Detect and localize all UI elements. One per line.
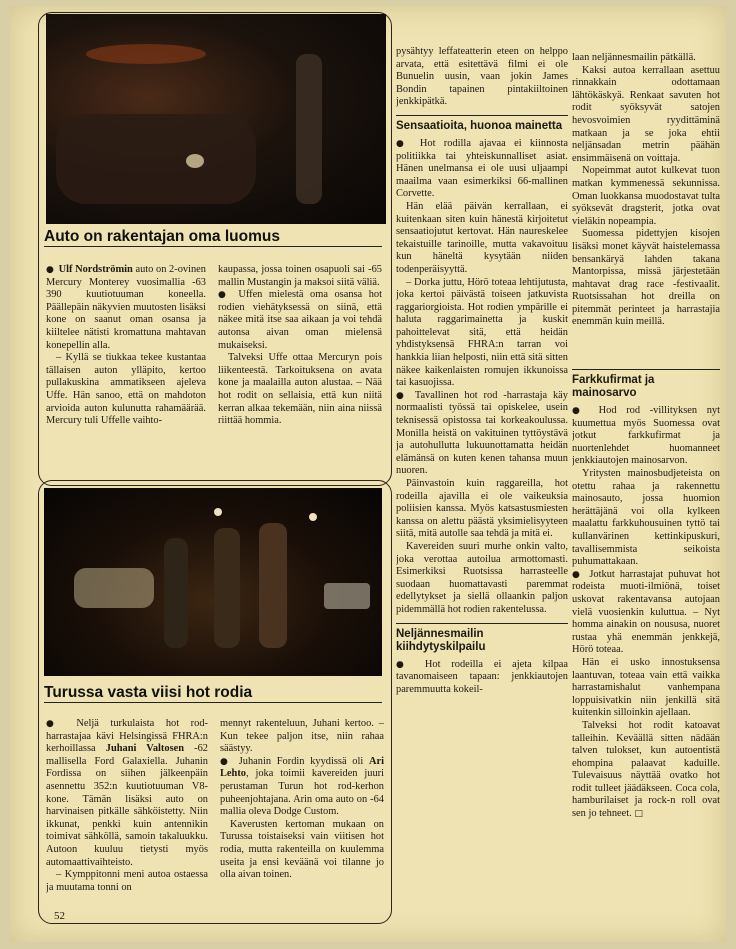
paragraph: Uffen mielestä oma osansa hot rodien viehätyksessä on siinä, että näkee mitä itse saa aikaan ja voi tehdä autonsa aivan oman mielensä mukaiseksi. [218,289,382,351]
paragraph: – Kymppitonni meni autoa ostaessa ja muutama tonni on [46,869,208,893]
paragraph: Hot rodilla ajavaa ei kiinnosta politiikka tai yhteiskunnalliset asiat. Hänen unelmansa ei ole uusi uljaampi maailma vaan esimerkiksi 66-mallinen Corvette. [396,137,568,200]
article1-col2 [218,264,382,479]
article1-col1 [46,264,206,479]
paragraph: Juhanin Fordin kyydissä oli [238,755,369,767]
paragraph: auto on 2-ovinen Mercury Monterey vuosimallia -63 390 kuutiotuuman koneella. Päällepäin näkyvien muutosten lisäksi kone on saanut oman osansa ja kiiltelee nätisti kromattuna mahtavan konepellin alla. [46,264,206,351]
paragraph: Kaverusten kertoman mukaan on Turussa toistaiseksi vain viitisen hot rodia, mutta rakenteilla on kuulemma useita ja ensi keväänä voi tilanne jo olla aivan toinen. [220,818,384,881]
paragraph: – Kyllä se tiukkaa tekee kustantaa tällaisen auton ylläpito, kertoo pullakuskina ammatikseen ajeleva Uffe. Hän sanoo, että on mahdoton arvioida auton kulunutta rahamäärää. Mercury tuli Uffelle vaihto- [46,352,206,427]
paragraph: Talveksi Uffe ottaa Mercuryn pois liikenteestä. Tarkoituksena on avata kone ja maalailla auton alustaa. – Nää hot rodit on sellaisia, että kun niitä kerran alkaa tekemään, niin aina niissä riittää hommia. [218,352,382,427]
paragraph: laan neljännesmailin pätkällä. [572,52,696,63]
bullet-icon: ● [572,406,587,417]
paragraph: Hod rod -villityksen nyt kuumettua myös Suomessa ovat jotkut farkkufirmat ja nuortenlehdet huomanneet jenkkiautojen mainosarvon. [572,405,720,467]
paragraph: Kaksi autoa kerrallaan asettuu rinnakkain odottamaan lähtökäskyä. Renkaat savuten hot rodit syöksyvät satojen hevosvoimien ryydittäminä matkaan ja se joka ehtii neljänsadan metrin päähän ensimmäisenä on voittaja. [572,64,720,164]
paragraph: Yritysten mainosbudjeteista on otettu rahaa ja rakennettu mainosauto, jossa huomion herättäjänä voi olla kylkeen maalattu farkkuhousuinen tyttö tai kullanvärinen kettinkipuskuri, tavallisemmista seikoista puhumattakaan. [572,468,720,568]
paragraph: Tavallinen hot rod -harrastaja käy normaalisti työssä tai opiskelee, usein teknisessä opistossa tai korkeakoulussa. Monilla heistä on vakituinen tyttöystävä ja autohullutta lukuunottamatta heidän elämänsä on kuten kenen tahansa muun nuoren. [396,389,568,477]
lead-name: Ulf Nordströmin [58,264,133,275]
paragraph: Hot rodeilla ei ajeta kilpaa tavanomaiseen tapaan: jenkkiautojen paremmuutta kokeil- [396,658,568,695]
bullet-icon: ● [572,569,583,580]
paragraph: -62 mallisella Ford Galaxiella. Juhanin Fordissa on siihen jälkeenpäin asennettu 352:n kuutiotuuman V8-kone. Tämän lisäksi auto on harvinaisen pitkälle sähköistetty. Niin ikkunat, penkki kuin antennikin toimivat sähköllä, samoin takaluukku. Autoon kuuluu tietysti myös automaattivaihteisto. [46,743,208,868]
paragraph: Jotkut harrastajat puhuvat hot rodeista muoti-ilmiönä, toiset uskovat rakentavansa autojaan vielä vuosienkin kuluttua. – Nyt homma ainakin on noususa, nuoret rustaa yhä enemmän jenkkejä, Hörö toteaa. [572,568,720,656]
paragraph: Hän ei usko innostuksensa laantuvan, toteaa vain että vaikka harrastamishalut vanhempana loppuisivatkin niin jenkillä sitä kuitenkin silloinkin ajellaan. [572,656,720,719]
paragraph: Päinvastoin kuin raggareilla, hot rodeilla ajavilla ei ole vaikeuksia poliisien kanssa. Myös katsastusmiesten kanssa on alettu päästä yksimielisyyteen siitä, mitä autolle saa tehdä ja mitä ei. [396,478,568,540]
paragraph: Suomessa pidettyjen kisojen lisäksi monet käyvät haistelemassa bensankäryä lahden takana Mantorpissa, missä järjestetään mahtavat drag race -festivaalit. Ruotsissahan hot dreilla on pitemmät perinteet ja harrastajia enemmän kuin meillä. [572,228,720,328]
paragraph: Kavereiden suuri murhe onkin valto, joka verottaa autoilua armottomasti. Esimerkiksi Ruotsissa harrasteelle suodaan huomattavasti paremmat edellytykset ja siellä ollaankin paljon pidemmällä hot rodien rakentelussa. [396,540,568,615]
bullet-icon: ● [396,138,410,149]
headline-article-1: Auto on rakentajan oma luomus [44,228,382,247]
magazine-page [10,6,726,942]
paragraph: kaupassa, jossa toinen osapuoli sai -65 mallin Mustangin ja maksoi siitä väliä. [218,264,382,288]
paragraph: Nopeimmat autot kulkevat tuon matkan kymmenessä sekunnissa. Oman luokkansa muodostavat tulta syöksevät dragsterit, jotka ovat vieläkin nopeampia. [572,165,720,227]
column-4 [572,52,720,922]
bullet-icon: ● [220,756,231,767]
bullet-icon: ● [46,719,63,729]
bullet-icon: ● [396,659,413,670]
bullet-icon: ● [396,390,408,401]
article2-col2 [220,718,384,916]
person-name: Juhani Valtosen [105,743,185,755]
article2-col1 [46,718,208,916]
paragraph [572,720,720,821]
paragraph: Neljä turkulaista hot rod-harrastajaa kävi Helsingissä FHRA:n kerhoillassa [46,718,208,755]
paragraph: mennyt rakenteluun, Juhani kertoo. – Kun tekee paljon itse, niin rahaa säästyy. [220,718,384,755]
subheading-sensaatioita: Sensaatioita, huonoa mainetta [396,115,568,133]
paragraph: pysähtyy leffateatterin eteen on helppo arvata, että esitettävä filmi ei ole Bunuelin uusin, vaan jokin James Bondin tapainen pintakiiltoinen jenkkipätkä. [396,46,568,108]
subheading-neljannesmailin: Neljännesmailin kiihdytyskilpailu [396,623,568,654]
page-number: 52 [54,910,65,922]
paragraph: – Dorka juttu, Hörö toteaa lehtijutusta, joka kertoi päivästä toiseen jatkuvista raggariorgioista. Hot rodien ympärille ei haluta raggarimainetta ja kuskit pahoittelevat sitä, että heidän yhdistyksensä FHRA:n tarran voi hankkia liian helposti, niin että sitä sitten näkee kaikenlaisten romujen ikkunoissa tai kasuojissa. [396,276,568,389]
paragraph-text: Talveksi hot rodit katoavat talleihin. Keväällä sitten nädään talven tulokset, kun autoentistä ehompina palaavat kaduille. Tulevaisuus näyttää ovatko hot rodit tulleet jäädäkseen. Coca cola, hamburilaiset ja rock-n roll ovat sen jo tehneet. [572,719,720,820]
photo-mercury [46,14,386,224]
bullet-icon: ● [218,290,230,301]
headline-article-2: Turussa vasta viisi hot rodia [44,684,382,703]
end-mark-icon: □ [634,809,643,820]
column-3 [396,46,568,918]
person-name: Ari Lehto [220,755,384,780]
paragraph: Hän elää päivän kerrallaan, ei kuitenkaan siten kuin hänestä kirjoitetut sensaatiojutut kertovat. Hän naureskelee tekaistuille tarinoille, mutta vakavoituu kun häneltä kysytään niiden todenperäisyyttä. [396,200,568,275]
subheading-farkkufirmat: Farkkufirmat ja mainosarvo [572,369,720,400]
bullet-icon: ● [46,265,54,275]
paragraph: , joka toimii kavereiden juuri perustaman Turun hot rod-kerhon puheenjohtajana. Arin oma auto on -64 mallia oleva Dodge Custom. [220,768,384,818]
photo-turku-group [44,488,382,676]
